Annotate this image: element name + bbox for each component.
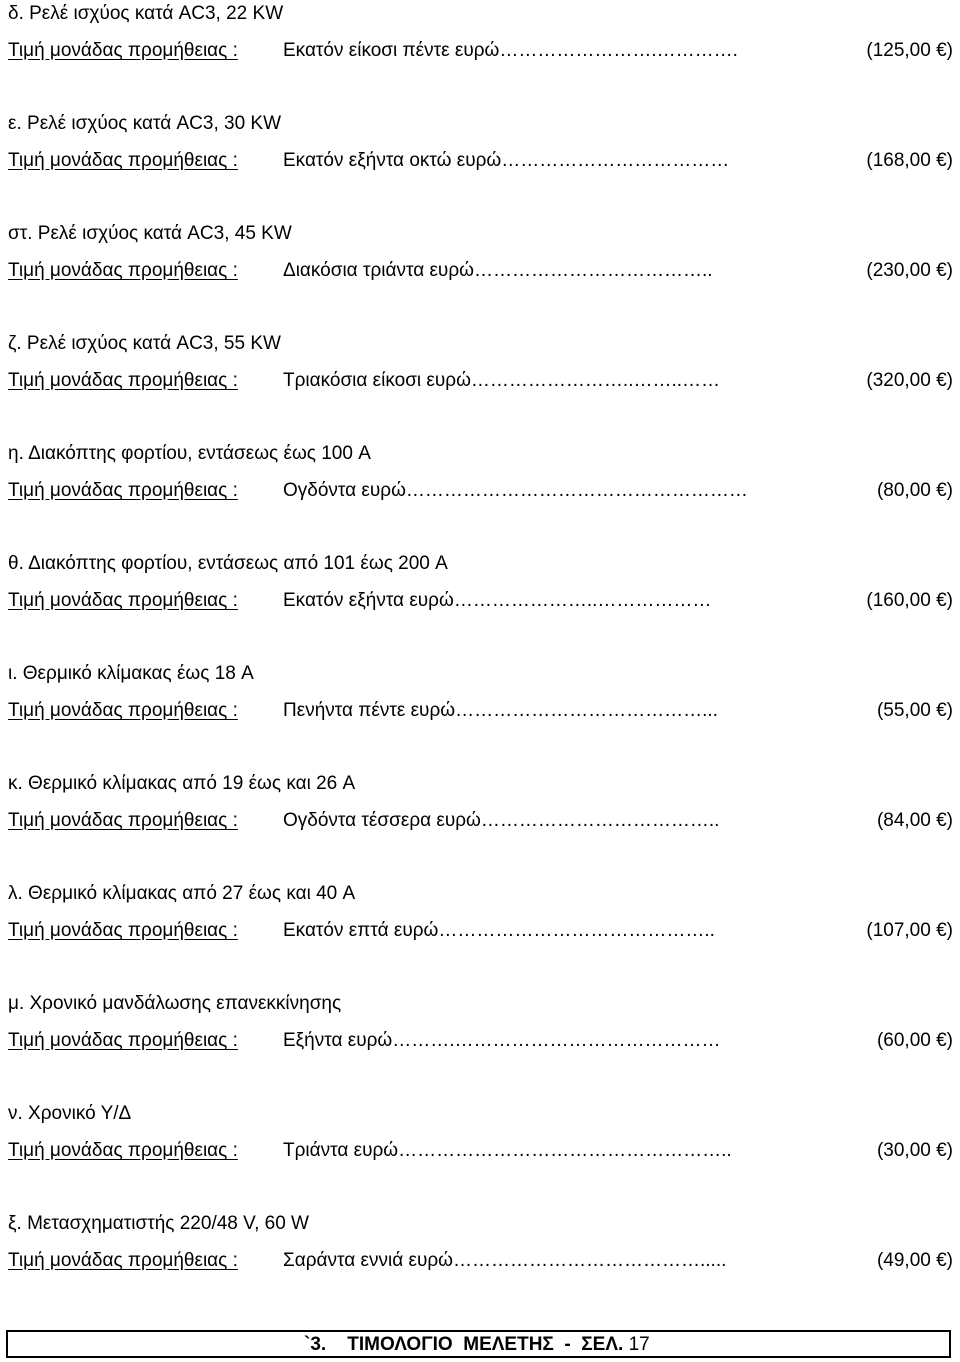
price-line — [8, 699, 953, 723]
price-text: Τριάντα ευρώ…………………………………………….. — [283, 1140, 732, 1161]
price-item — [0, 112, 960, 202]
price-line — [8, 1029, 953, 1053]
price-value: (168,00 €) — [866, 150, 953, 171]
price-label: Τιμή μονάδας προμήθειας : — [8, 150, 238, 171]
price-value: (55,00 €) — [876, 700, 953, 721]
item-title: κ. Θερμικό κλίμακας από 19 έως και 26 A — [8, 773, 356, 794]
price-value: (230,00 €) — [866, 260, 953, 281]
item-title: δ. Ρελέ ισχύος κατά AC3, 22 KW — [8, 3, 284, 24]
price-item — [0, 662, 960, 752]
price-item — [0, 882, 960, 972]
item-title: ξ. Μετασχηματιστής 220/48 V, 60 W — [8, 1213, 309, 1234]
price-line — [8, 479, 953, 503]
page-number: 17 — [628, 1334, 650, 1355]
price-item — [0, 222, 960, 312]
price-text: Εκατόν είκοσι πέντε ευρώ…………………….…………. — [283, 40, 738, 61]
item-title: η. Διακόπτης φορτίου, εντάσεως έως 100 A — [8, 443, 371, 464]
item-title: ε. Ρελέ ισχύος κατά AC3, 30 KW — [8, 113, 282, 134]
price-item — [0, 552, 960, 642]
price-item — [0, 772, 960, 862]
price-label: Τιμή μονάδας προμήθειας : — [8, 810, 238, 831]
price-item — [0, 1212, 960, 1302]
footer-text — [304, 1334, 650, 1356]
price-value: (107,00 €) — [866, 920, 953, 941]
price-label: Τιμή μονάδας προμήθειας : — [8, 1250, 238, 1271]
item-title: μ. Χρονικό μανδάλωσης επανεκκίνησης — [8, 993, 342, 1014]
price-text: Εκατόν εξήντα οκτώ ευρώ……………………………… — [283, 150, 730, 171]
price-value: (80,00 €) — [876, 480, 953, 501]
price-item — [0, 442, 960, 532]
price-value: (49,00 €) — [876, 1250, 953, 1271]
price-text: Εκατόν εξήντα ευρώ…………………..……………… — [283, 590, 712, 611]
item-title: θ. Διακόπτης φορτίου, εντάσεως από 101 έως 200 A — [8, 553, 448, 574]
price-label: Τιμή μονάδας προμήθειας : — [8, 40, 238, 61]
price-value: (84,00 €) — [876, 810, 953, 831]
price-label: Τιμή μονάδας προμήθειας : — [8, 480, 238, 501]
item-title: ζ. Ρελέ ισχύος κατά AC3, 55 KW — [8, 333, 281, 354]
price-text: Εξήντα ευρώ……….…………………………………… — [283, 1030, 721, 1051]
price-text: Ογδόντα τέσσερα ευρώ……………………………….. — [283, 810, 720, 831]
price-text: Πενήντα πέντε ευρώ…………………………………... — [283, 700, 718, 721]
price-value: (60,00 €) — [876, 1030, 953, 1051]
price-label: Τιμή μονάδας προμήθειας : — [8, 260, 238, 281]
price-line — [8, 149, 953, 173]
page-footer — [6, 1330, 951, 1358]
price-line — [8, 259, 953, 283]
price-item — [0, 1102, 960, 1192]
price-line — [8, 1139, 953, 1163]
item-title: ι. Θερμικό κλίμακας έως 18 A — [8, 663, 254, 684]
price-label: Τιμή μονάδας προμήθειας : — [8, 700, 238, 721]
price-item — [0, 2, 960, 92]
price-label: Τιμή μονάδας προμήθειας : — [8, 1140, 238, 1161]
price-line — [8, 809, 953, 833]
price-text: Ογδόντα ευρώ……………………………………………… — [283, 480, 748, 501]
price-text: Σαράντα εννιά ευρώ…………………………………..... — [283, 1250, 727, 1271]
price-label: Τιμή μονάδας προμήθειας : — [8, 920, 238, 941]
price-label: Τιμή μονάδας προμήθειας : — [8, 1030, 238, 1051]
item-title: στ. Ρελέ ισχύος κατά AC3, 45 KW — [8, 223, 292, 244]
price-label: Τιμή μονάδας προμήθειας : — [8, 370, 238, 391]
footer-title: `3. ΤΙΜΟΛΟΓΙΟ ΜΕΛΕΤΗΣ - ΣΕΛ. — [304, 1334, 624, 1355]
price-item — [0, 992, 960, 1082]
price-value: (160,00 €) — [866, 590, 953, 611]
price-text: Τριακόσια είκοσι ευρώ……………………..……..…… — [283, 370, 721, 391]
price-label: Τιμή μονάδας προμήθειας : — [8, 590, 238, 611]
price-value: (320,00 €) — [866, 370, 953, 391]
price-line — [8, 1249, 953, 1273]
price-item — [0, 332, 960, 422]
price-text: Διακόσια τριάντα ευρώ……………………………….. — [283, 260, 713, 281]
price-value: (30,00 €) — [876, 1140, 953, 1161]
item-title: λ. Θερμικό κλίμακας από 27 έως και 40 A — [8, 883, 356, 904]
item-title: ν. Χρονικό Υ/Δ — [8, 1103, 132, 1124]
price-line — [8, 589, 953, 613]
price-line — [8, 39, 953, 63]
price-line — [8, 919, 953, 943]
price-value: (125,00 €) — [866, 40, 953, 61]
price-line — [8, 369, 953, 393]
price-text: Εκατόν επτά ευρώ…………………………………….. — [283, 920, 715, 941]
